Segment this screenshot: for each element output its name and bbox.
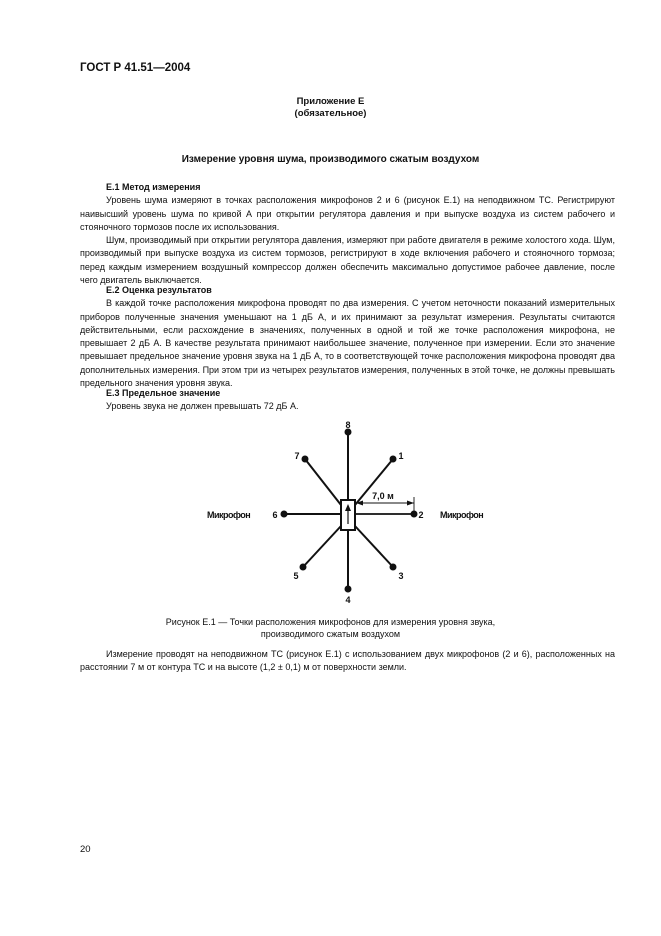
label-point-1: 1 (398, 451, 404, 461)
distance-label: 7,0 м (372, 491, 394, 501)
point-6 (282, 512, 287, 517)
microphone-label-right: Микрофон (440, 510, 484, 520)
label-point-3: 3 (398, 571, 404, 581)
closing-paragraph-block (80, 648, 615, 675)
label-point-4: 4 (345, 595, 351, 605)
figure-caption-line-2: производимого сжатым воздухом (260, 629, 401, 639)
document-code: ГОСТ Р 41.51—2004 (80, 62, 191, 74)
closing-paragraph: Измерение проводят на неподвижном ТС (рисунок Е.1) с использованием двух микрофонов (2 и 6), расположенных на расстоянии 7 м от контура ТС и на высоте (1,2 ± 0,1) м от поверхности земли. (80, 649, 615, 673)
figure-caption-line-1: Рисунок Е.1 — Точки расположения микрофонов для измерения уровня звука, (165, 617, 496, 627)
section-e3-heading: Е.3 Предельное значение (106, 388, 221, 398)
label-point-6: 6 (272, 510, 278, 520)
section-e3-paragraph-1: Уровень звука не должен превышать 72 дБ А. (106, 401, 299, 412)
label-point-2: 2 (418, 510, 424, 520)
section-e1-paragraph-2: Шум, производимый при открытии регулятора давления, измеряют при работе двигателя в режиме холостого хода. Шум, производимый при выпуске воздуха из систем тормозов, регистрируют в ходе включения рабочего и стояночного тормоза; перед каждым измерением воздушный компрессор должен обеспечить максимально допустимое рабочее давление, после чего двигатель выключается. (80, 235, 615, 286)
figure-caption (0, 616, 661, 640)
page-number: 20 (80, 844, 91, 855)
annex-status: (обязательное) (294, 108, 367, 119)
ray-3 (355, 526, 393, 567)
point-5 (301, 565, 306, 570)
point-8 (346, 430, 351, 435)
section-e1-heading: Е.1 Метод измерения (106, 182, 201, 192)
section-e1-paragraph-1: Уровень шума измеряют в точках расположения микрофонов 2 и 6 (рисунок Е.1) на неподвижном ТС. Регистрируют наивысший уровень шума по кривой А при открытии регулятора давления и при выпуске воздуха из систем рабочего и стояночного тормозов после их использования. (80, 195, 615, 232)
annex-title: Приложение Е (296, 96, 365, 107)
section-e2-heading: Е.2 Оценка результатов (106, 285, 212, 295)
annex-main-title: Измерение уровня шума, производимого сжатым воздухом (181, 154, 480, 165)
ray-5 (303, 526, 341, 567)
label-point-8: 8 (345, 420, 351, 430)
point-3 (391, 565, 396, 570)
dimension-arrow-icon (407, 501, 414, 506)
point-4 (346, 587, 351, 592)
label-point-5: 5 (293, 571, 299, 581)
microphone-label-left: Микрофон (207, 510, 251, 520)
label-point-7: 7 (294, 451, 300, 461)
point-1 (391, 457, 396, 462)
ray-7 (305, 459, 341, 505)
point-7 (303, 457, 308, 462)
section-e2-paragraph-1: В каждой точке расположения микрофона проводят по два измерения. С учетом неточности показаний измерительных приборов полученные значения уменьшают на 1 дБ А, и их принимают за результат измерения. Результаты считаются действительными, если расхождение в значениях, полученных в одной и той же точке расположения микрофона, не превышает 2 дБ А. В качестве результата принимают наибольшее значение, полученное при измерении. Если это значение превышает предельное значение уровня звука на 1 дБ А, то в соответствующей точке расположения микрофона проводят два дополнительных измерения. При этом три из четырех результатов измерения, полученных в этой точке, не должны превышать предельного значения уровня звука. (80, 298, 615, 389)
